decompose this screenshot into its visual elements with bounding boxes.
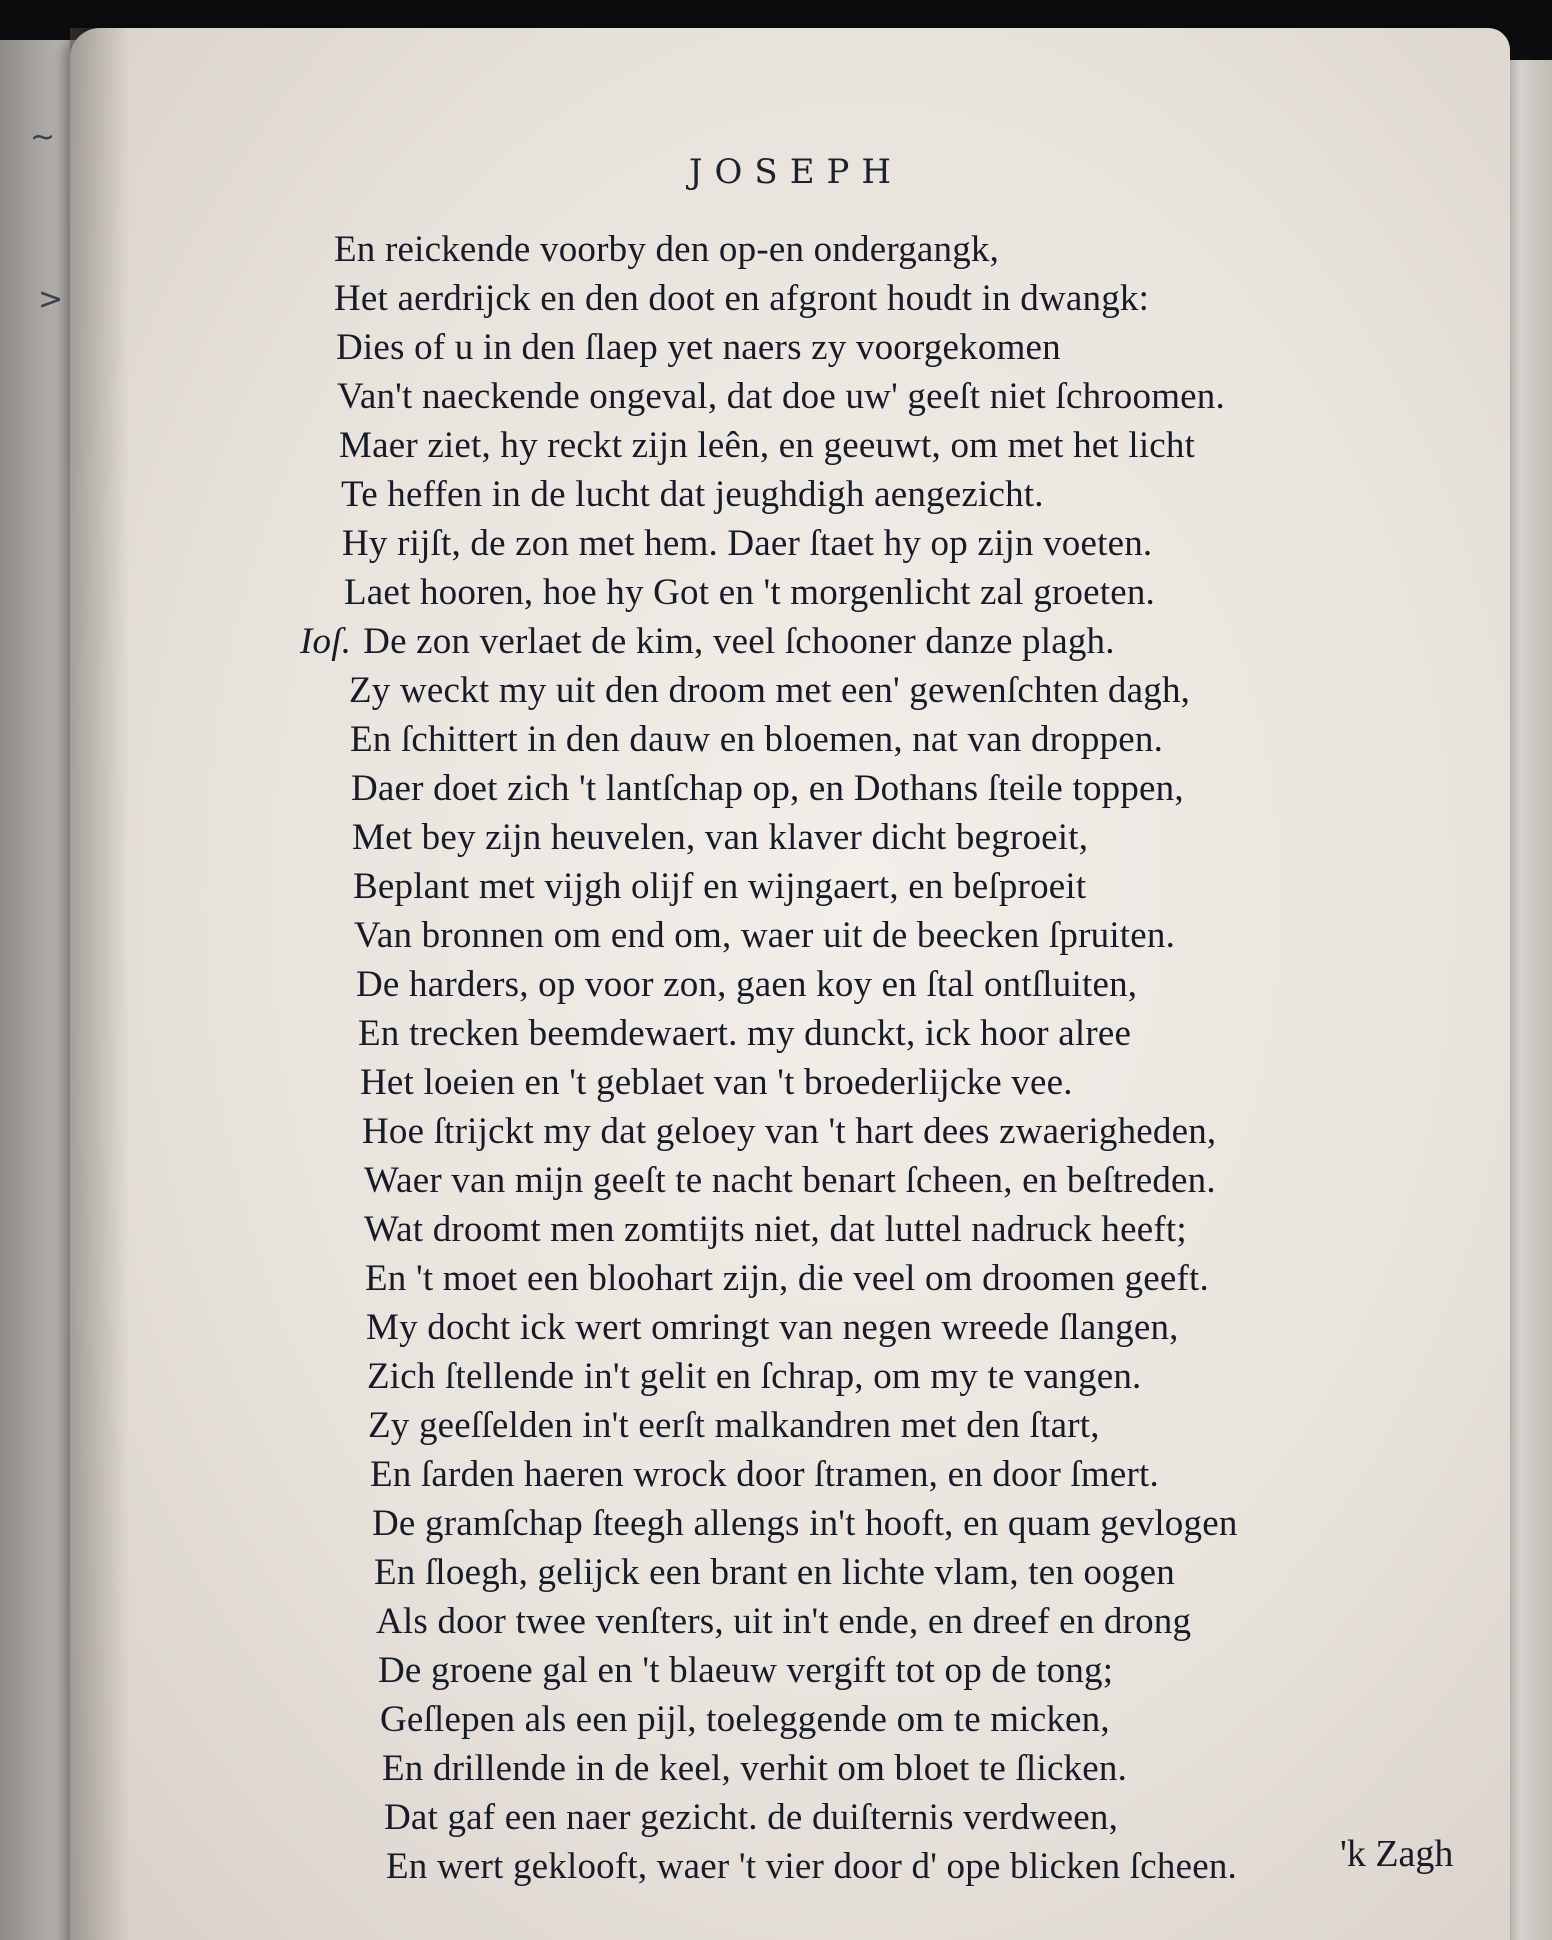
- gutter-shadow: [70, 28, 130, 1940]
- verse-line: Ioſ. De zon verlaet de kim, veel ſchooner danze plagh.: [300, 621, 1115, 662]
- verse-line: En ſchittert in den dauw en bloemen, nat van droppen.: [350, 719, 1164, 760]
- verse-line: En wert geklooft, waer 't vier door d' ope blicken ſcheen.: [386, 1846, 1237, 1887]
- verse-line: En reickende voorby den op-en ondergangk,: [334, 229, 1000, 270]
- verse-line: En ſloegh, gelijck een brant en lichte vlam, ten oogen: [374, 1552, 1175, 1593]
- verse-line: My docht ick wert omringt van negen wreede ſlangen,: [366, 1307, 1179, 1348]
- verse-line: Hoe ſtrijckt my dat geloey van 't hart dees zwaerigheden,: [362, 1111, 1217, 1152]
- verse-line: Het loeien en 't geblaet van 't broederlijcke vee.: [360, 1062, 1073, 1103]
- verse-line: Hy rijſt, de zon met hem. Daer ſtaet hy op zijn voeten.: [342, 523, 1153, 564]
- verse-line: Zy geeſſelden in't eerſt malkandren met den ſtart,: [368, 1405, 1100, 1446]
- verse-line: Met bey zijn heuvelen, van klaver dicht begroeit,: [352, 817, 1089, 858]
- verse-line: De groene gal en 't blaeuw vergift tot op de tong;: [378, 1650, 1114, 1691]
- margin-mark-top: ~: [30, 120, 56, 155]
- margin-mark-middle: >: [38, 282, 64, 317]
- verse-line: Beplant met vijgh olijf en wijngaert, en beſproeit: [353, 866, 1087, 907]
- verse-line: Als door twee venſters, uit in't ende, en dreef en drong: [376, 1601, 1192, 1642]
- verse-line: En 't moet een bloohart zijn, die veel om droomen geeft.: [365, 1258, 1209, 1299]
- verse-line: Daer doet zich 't lantſchap op, en Dothans ſteile toppen,: [351, 768, 1184, 809]
- verse-line: Laet hooren, hoe hy Got en 't morgenlicht zal groeten.: [344, 572, 1155, 613]
- running-head: JOSEPH: [688, 152, 904, 192]
- verse-line: De harders, op voor zon, gaen koy en ſtal ontſluiten,: [356, 964, 1138, 1005]
- verse-line: De gramſchap ſteegh allengs in't hooft, en quam gevlogen: [372, 1503, 1238, 1544]
- verse-line: Maer ziet, hy reckt zijn leên, en geeuwt, om met het licht: [339, 425, 1196, 466]
- verse-line: Zich ſtellende in't gelit en ſchrap, om my te vangen.: [367, 1356, 1142, 1397]
- verse-line: Dies of u in den ſlaep yet naers zy voorgekomen: [336, 327, 1061, 368]
- verse-line: Het aerdrijck en den doot en afgront houdt in dwangk:: [334, 278, 1150, 319]
- verse-line: Geſlepen als een pijl, toeleggende om te micken,: [380, 1699, 1110, 1740]
- verse-line: Van bronnen om end om, waer uit de beecken ſpruiten.: [354, 915, 1176, 956]
- speaker-label: Ioſ.: [300, 621, 352, 662]
- verse-line: Van't naeckende ongeval, dat doe uw' geeſt niet ſchroomen.: [337, 376, 1225, 417]
- verse-line: En drillende in de keel, verhit om bloet te ſlicken.: [382, 1748, 1128, 1789]
- catchword: 'k Zagh: [1340, 1833, 1454, 1875]
- verse-line: En ſarden haeren wrock door ſtramen, en door ſmert.: [370, 1454, 1159, 1495]
- verse-line: Waer van mijn geeſt te nacht benart ſcheen, en beſtreden.: [364, 1160, 1216, 1201]
- verse-line: Zy weckt my uit den droom met een' gewenſchten dagh,: [349, 670, 1191, 711]
- verse-line: En trecken beemdewaert. my dunckt, ick hoor alree: [358, 1013, 1132, 1054]
- verse-line: Dat gaf een naer gezicht. de duiſternis verdween,: [384, 1797, 1119, 1838]
- verse-line: Te heffen in de lucht dat jeughdigh aengezicht.: [341, 474, 1044, 515]
- verse-line: Wat droomt men zomtijts niet, dat luttel nadruck heeft;: [364, 1209, 1187, 1250]
